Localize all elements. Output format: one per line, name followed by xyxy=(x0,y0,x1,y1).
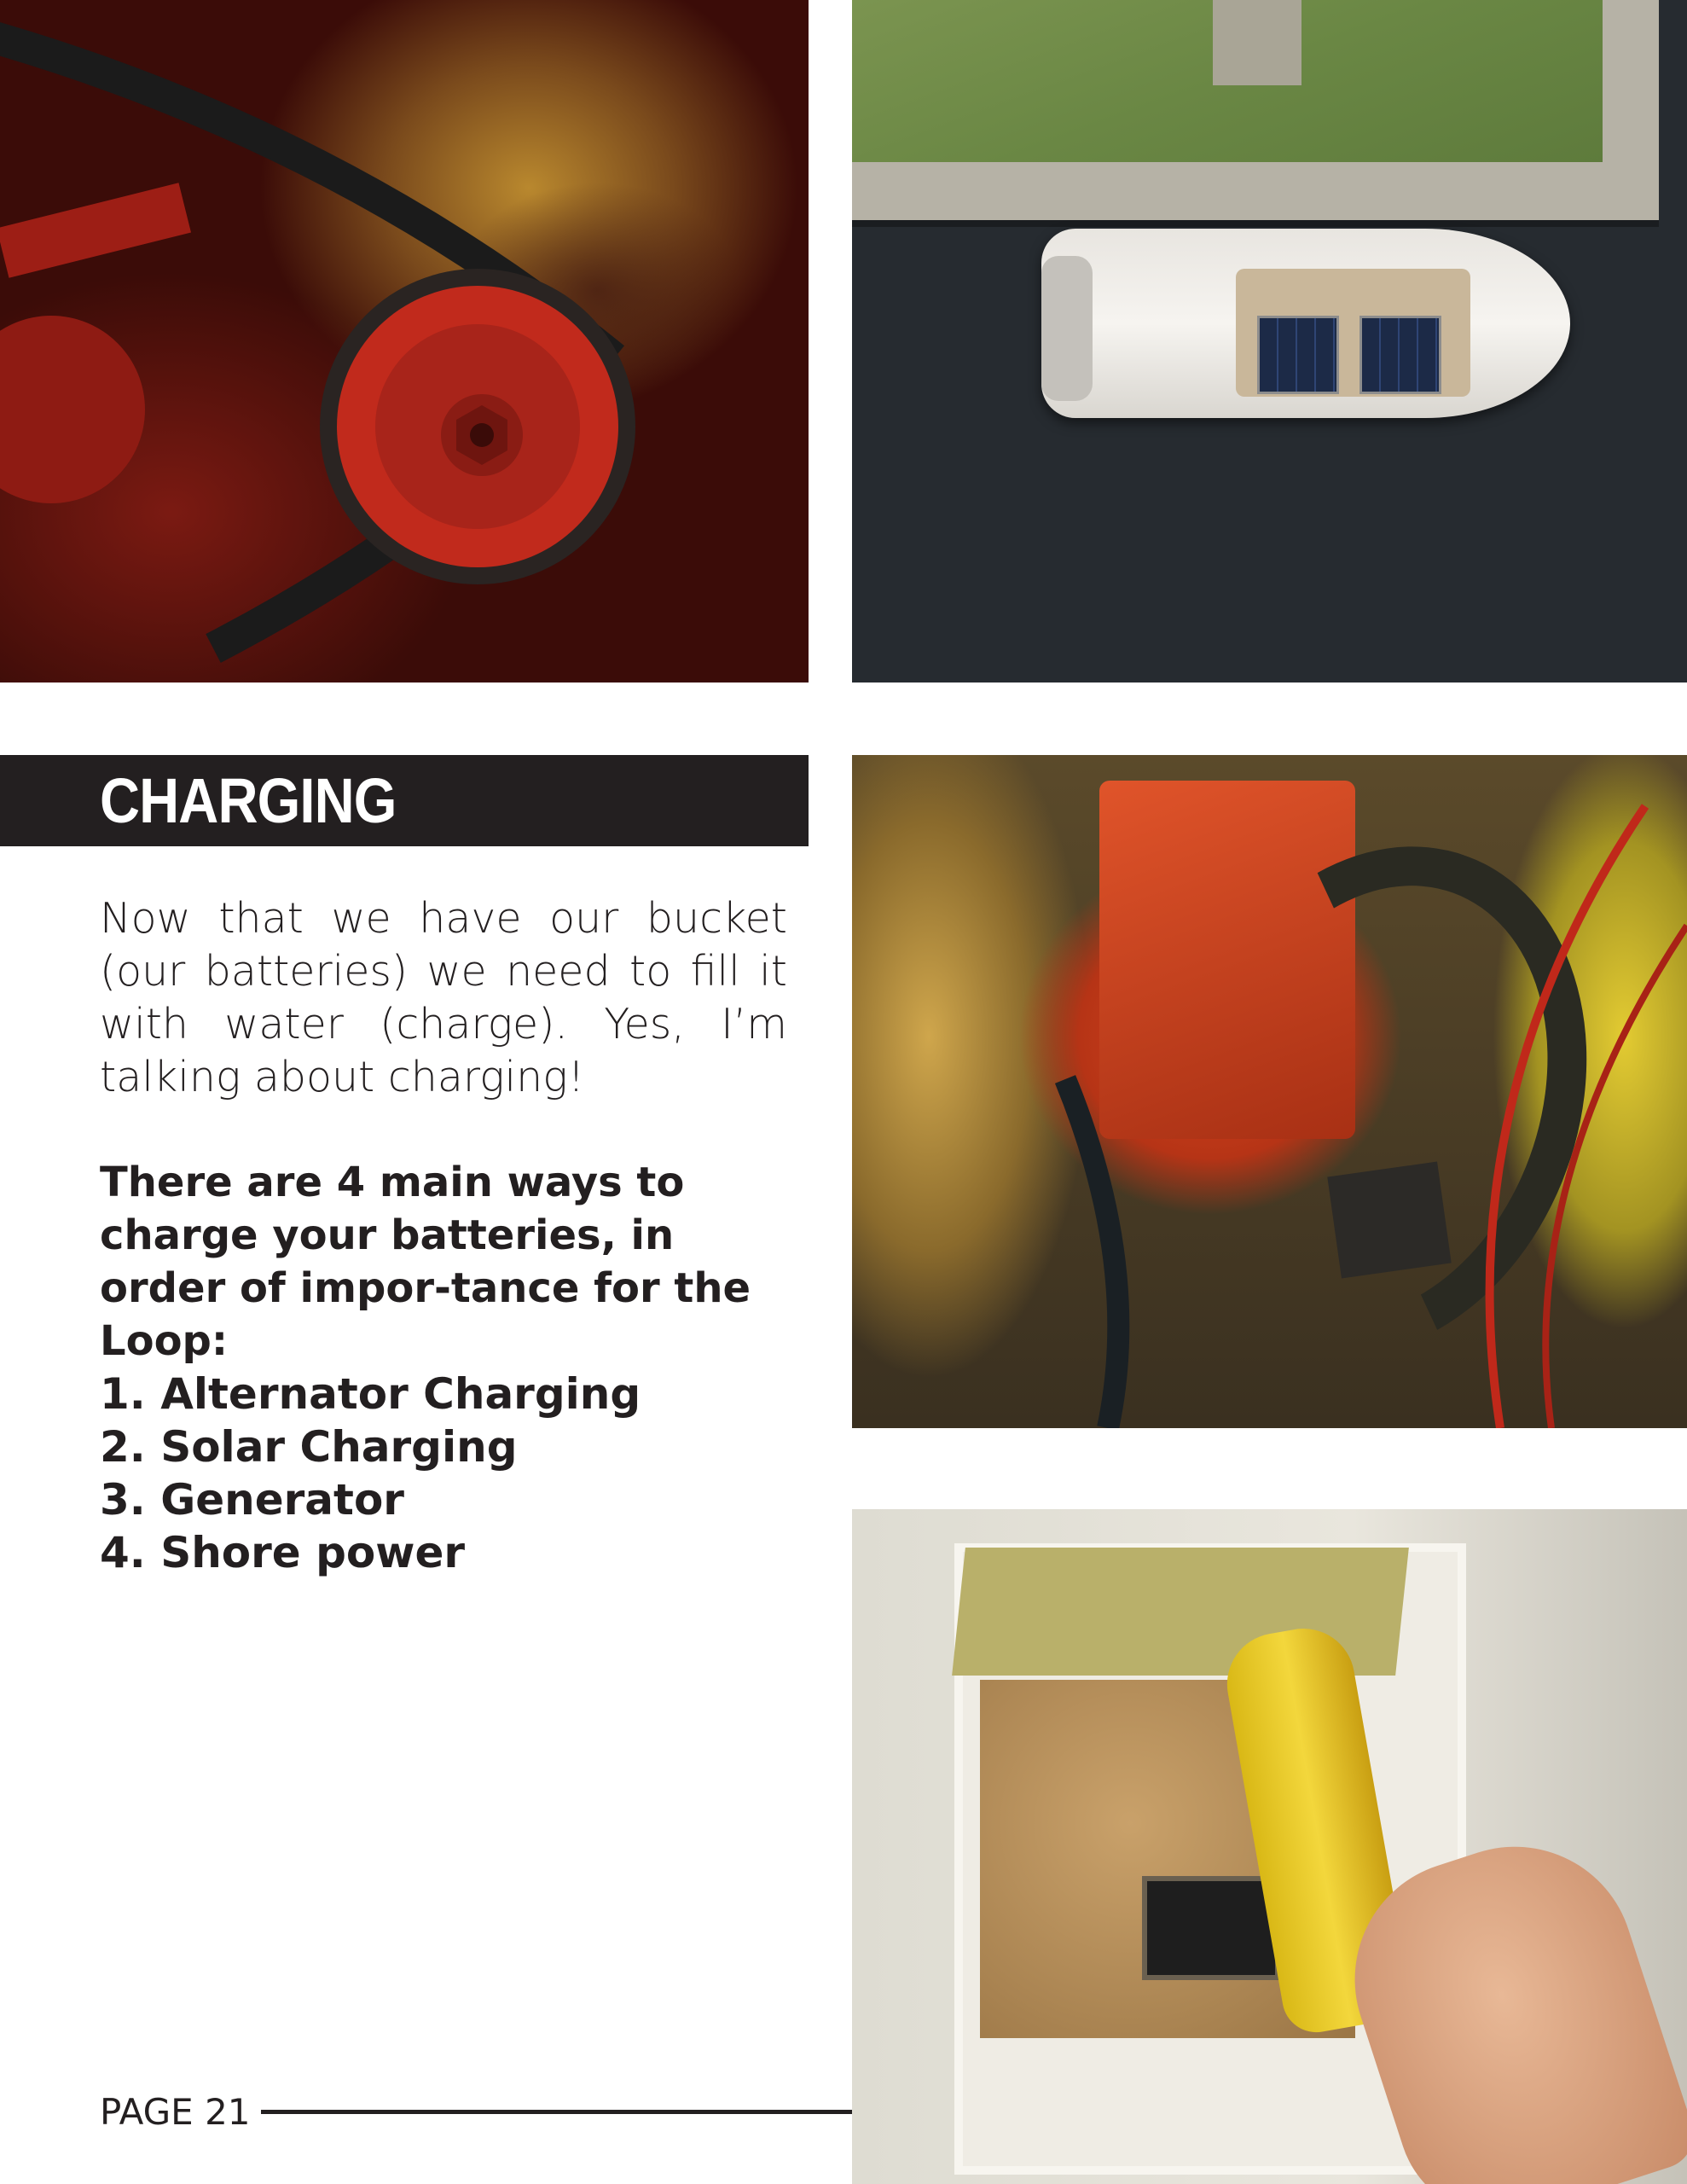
list-item: 3. Generator xyxy=(100,1475,404,1525)
list-item: 4. Shore power xyxy=(100,1528,466,1577)
breaker-switch xyxy=(1142,1876,1280,1980)
solar-panel xyxy=(1257,316,1339,394)
list-item: 1. Alternator Charging xyxy=(100,1369,641,1419)
engine-photo xyxy=(852,755,1687,1428)
alternator-illustration xyxy=(0,0,809,682)
alternator-photo xyxy=(0,0,809,682)
section-banner xyxy=(0,755,809,846)
list-item: 2. Solar Charging xyxy=(100,1422,518,1472)
aerial-boat-photo xyxy=(852,0,1687,682)
intro-paragraph: Now that we have our bucket (our batteries) we need to fill it with water (charge). Yes, I’m talking about charging! xyxy=(100,894,787,1101)
lead-paragraph: There are 4 main ways to charge your batteries, in order of impor-tance for the Loop: xyxy=(100,1159,751,1365)
section-title: CHARGING xyxy=(100,765,397,836)
dock-edge xyxy=(852,220,1659,227)
solar-panel xyxy=(1359,316,1441,394)
wires-illustration xyxy=(852,755,1687,1428)
shore-power-photo xyxy=(852,1509,1687,2184)
utility-pad xyxy=(1213,0,1301,85)
dinghy xyxy=(1041,256,1093,401)
walkway xyxy=(852,162,1659,222)
page-number: PAGE 21 xyxy=(100,2091,251,2133)
charging-methods-list xyxy=(100,1368,641,1579)
footer-rule xyxy=(261,2110,852,2114)
